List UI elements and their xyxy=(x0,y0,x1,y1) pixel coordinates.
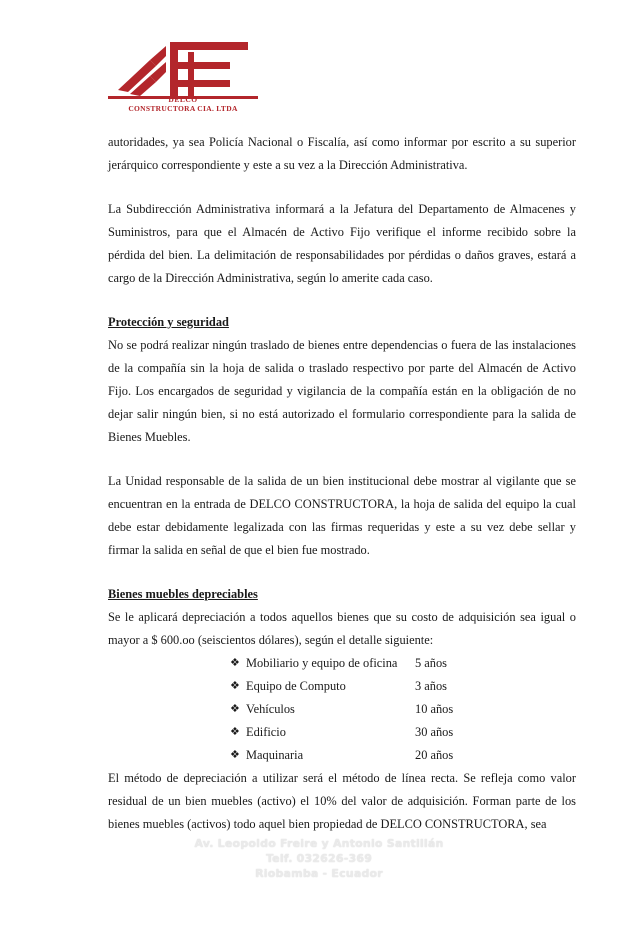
asset-name: Vehículos xyxy=(246,702,295,716)
list-item xyxy=(108,652,576,675)
paragraph-traslado: No se podrá realizar ningún traslado de bienes entre dependencias o fuera de las instalaciones de la compañía sin la hoja de salida o traslado respectivo por parte del Almacén de Activo Fijo. Los encargados de seguridad y vigilancia de la compañía están en la obligación de no dejar salir ningún bien, si no está autorizado el formulario correspondiente para la salida de Bienes Muebles. xyxy=(108,338,576,444)
diamond-bullet-icon: ❖ xyxy=(230,703,240,715)
diamond-bullet-icon: ❖ xyxy=(230,726,240,738)
footer-city: Riobamba - Ecuador xyxy=(255,867,383,880)
asset-years: 10 años xyxy=(415,702,454,716)
asset-years: 3 años xyxy=(415,679,448,693)
diamond-bullet-icon: ❖ xyxy=(230,749,240,761)
paragraph-subdireccion: La Subdirección Administrativa informará a la Jefatura del Departamento de Almacenes y Suministros, para que el Almacén de Activo Fijo verifique el informe recibido sobre la pérdida del bien. La delimitación de responsabilidades por pérdidas o daños graves, estará a cargo de la Dirección Administrativa, según lo amerite cada caso. xyxy=(108,202,576,285)
footer-phone: Telf. 032626-369 xyxy=(265,852,373,865)
asset-name: Mobiliario y equipo de oficina xyxy=(246,656,398,670)
list-item xyxy=(108,675,576,698)
asset-name: Equipo de Computo xyxy=(246,679,346,693)
asset-name: Edificio xyxy=(246,725,286,739)
logo-line2: CONSTRUCTORA CIA. LTDA xyxy=(128,104,238,113)
list-item xyxy=(108,698,576,721)
document-body xyxy=(108,131,576,836)
asset-years: 20 años xyxy=(415,748,454,762)
logo-line1: DELCO xyxy=(168,95,198,104)
diamond-bullet-icon: ❖ xyxy=(230,680,240,692)
depreciation-list xyxy=(108,652,576,767)
diamond-bullet-icon: ❖ xyxy=(230,657,240,669)
section-heading-bienes: Bienes muebles depreciables xyxy=(108,587,258,601)
list-item xyxy=(108,744,576,767)
paragraph-metodo: El método de depreciación a utilizar será el método de línea recta. Se refleja como valor residual de un bien muebles (activo) el 10% del valor de adquisición. Forman parte de los bienes muebles (activos) todo aquel bien propiedad de DELCO CONSTRUCTORA, sea xyxy=(108,771,576,831)
footer-address: Av. Leopoldo Freire y Antonio Santillán xyxy=(194,837,444,850)
company-logo-text xyxy=(108,96,258,113)
paragraph-authorities: autoridades, ya sea Policía Nacional o Fiscalía, así como informar por escrito a su superior jerárquico correspondiente y este a su vez a la Dirección Administrativa. xyxy=(108,135,576,172)
section-heading-proteccion: Protección y seguridad xyxy=(108,315,229,329)
asset-name: Maquinaria xyxy=(246,748,304,762)
page-footer xyxy=(0,836,638,881)
asset-years: 30 años xyxy=(415,725,454,739)
paragraph-depreciacion: Se le aplicará depreciación a todos aquellos bienes que su costo de adquisición sea igual o mayor a $ 600.oo (seiscientos dólares), según el detalle siguiente: xyxy=(108,610,576,647)
paragraph-unidad-responsable: La Unidad responsable de la salida de un bien institucional debe mostrar al vigilante que se encuentran en la entrada de DELCO CONSTRUCTORA, la hoja de salida del equipo la cual debe estar debidamente legalizada con las firmas requeridas y este a su vez debe sellar y firmar la salida en señal de que el bien fue mostrado. xyxy=(108,474,576,557)
list-item xyxy=(108,721,576,744)
asset-years: 5 años xyxy=(415,656,448,670)
